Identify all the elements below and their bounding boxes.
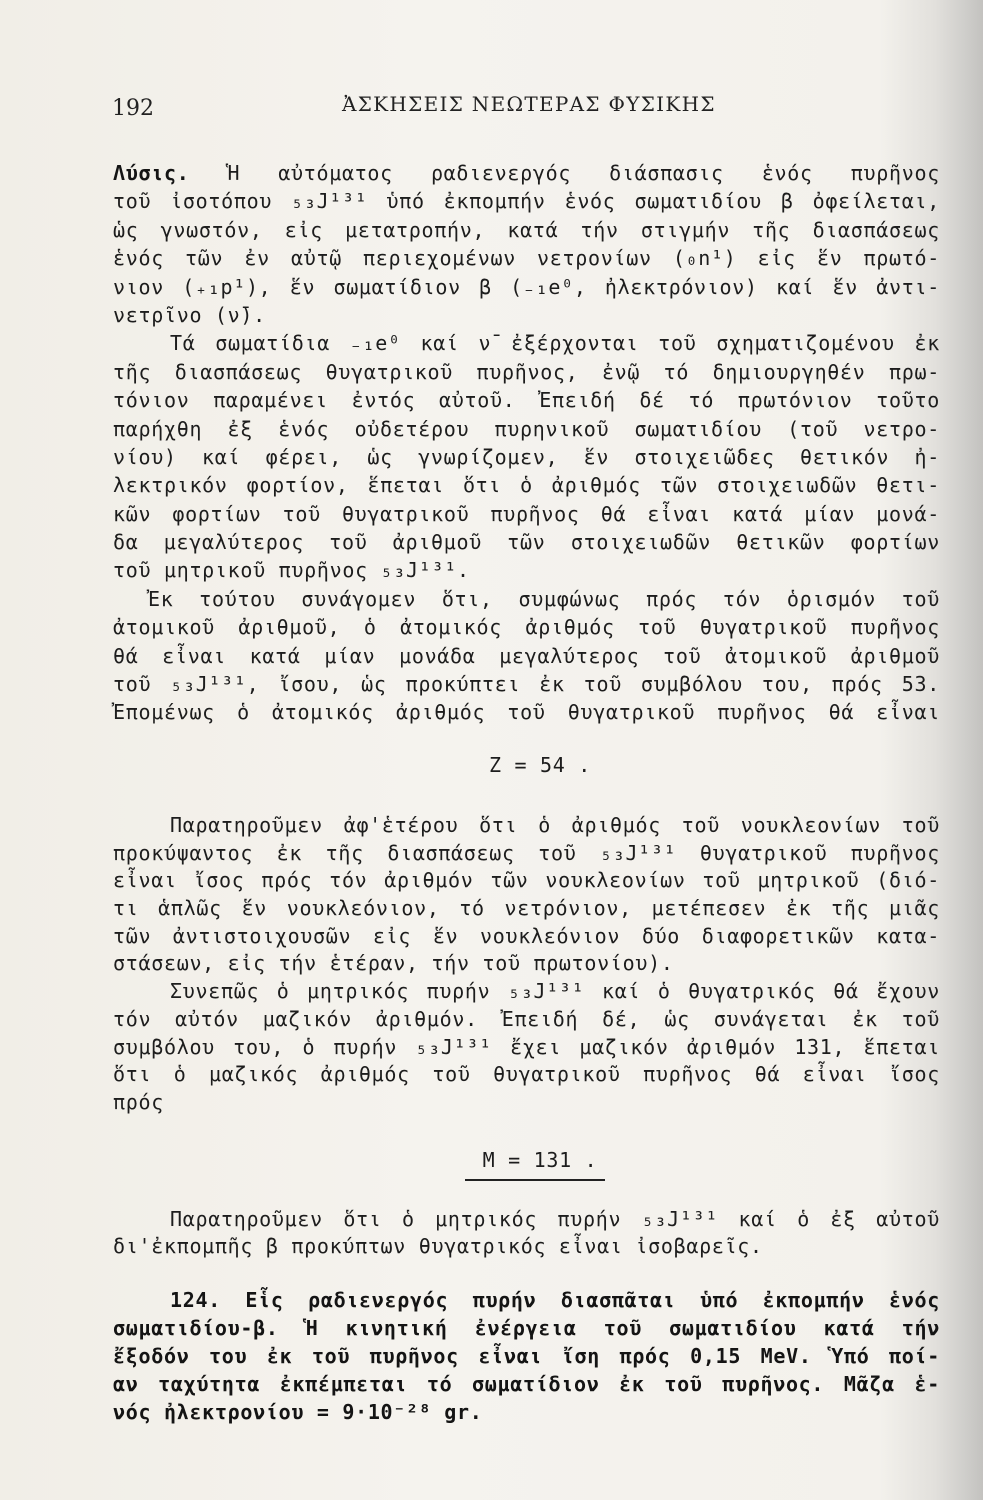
- text-line: νιον (₊₁p¹), ἕν σωματίδιον β (₋₁e⁰, ἠλεκτρόνιον) καί ἕν ἀντι-: [113, 274, 940, 299]
- problem-124: [113, 1286, 940, 1426]
- text-line: προκύψαντος ἐκ τῆς διασπάσεως τοῦ ₅₃J¹³¹ θυγατρικοῦ πυρῆνος: [113, 840, 940, 865]
- text-line: τόν αὐτόν μαζικόν ἀριθμόν. Ἐπειδή δέ, ὡς συνάγεται ἐκ τοῦ: [113, 1006, 940, 1031]
- text-line: Ἐπομένως ὁ ἀτομικός ἀριθμός τοῦ θυγατρικοῦ πυρῆνος θά εἶναι: [113, 700, 940, 725]
- text-line: Ἐκ τούτου συνάγομεν ὅτι, συμφώνως πρός τόν ὁρισμόν τοῦ: [148, 586, 940, 611]
- text-line: πρός: [113, 1089, 164, 1114]
- text-line: τῶν ἀντιστοιχουσῶν εἰς ἕν νουκλεόνιον δύο διαφορετικῶν κατα-: [113, 923, 940, 948]
- solution-section: [113, 1206, 940, 1260]
- text-line: [113, 159, 940, 187]
- text-span: Εἷς ραδιενεργός πυρήν διασπᾶται ὑπό ἐκπομπήν ἑνός: [245, 1288, 940, 1312]
- text-line: παρήχθη ἐξ ἑνός οὐδετέρου πυρηνικοῦ σωματιδίου (τοῦ νετρο-: [113, 416, 940, 441]
- text-line: τόνιον παραμένει ἐντός αὐτοῦ. Ἐπειδή δέ τό πρωτόνιον τοῦτο: [113, 388, 940, 413]
- text-line: αν ταχύτητα ἐκπέμπεται τό σωματίδιον ἐκ τοῦ πυρῆνος. Μᾶζα ἑ-: [113, 1372, 940, 1396]
- text-line: λεκτρικόν φορτίον, ἕπεται ὅτι ὁ ἀριθμός τῶν στοιχειωδῶν θετι-: [113, 473, 940, 498]
- text-line: Συνεπῶς ὁ μητρικός πυρήν ₅₃J¹³¹ καί ὁ θυγατρικός θά ἔχουν: [170, 979, 940, 1004]
- solution-label: Λύσις.: [113, 161, 190, 185]
- text-line: Παρατηροῦμεν ὅτι ὁ μητρικός πυρήν ₅₃J¹³¹ καί ὁ ἐξ αὐτοῦ: [170, 1207, 940, 1231]
- text-line: νίου) καί φέρει, ὡς γνωρίζομεν, ἕν στοιχειῶδες θετικόν ἠ-: [113, 444, 940, 469]
- text-line: ἔξοδόν του ἐκ τοῦ πυρῆνος εἶναι ἴση πρός 0,15 MeV. Ὑπό ποί-: [113, 1344, 940, 1368]
- text-line: συμβόλου του, ὁ πυρήν ₅₃J¹³¹ ἔχει μαζικόν ἀριθμόν 131, ἕπεται: [113, 1034, 940, 1059]
- text-line: τοῦ ἰσοτόπου ₅₃J¹³¹ ὑπό ἐκπομπήν ἑνός σωματιδίου β ὀφείλεται,: [113, 189, 940, 214]
- text-line: ὅτι ὁ μαζικός ἀριθμός τοῦ θυγατρικοῦ πυρῆνος θά εἶναι ἴσος: [113, 1062, 940, 1087]
- text-line: ἑνός τῶν ἐν αὐτῷ περιεχομένων νετρονίων (₀n¹) εἰς ἕν πρωτό-: [113, 246, 940, 271]
- text-line: νός ἠλεκτρονίου = 9·10⁻²⁸ gr.: [113, 1400, 483, 1424]
- text-line: τοῦ ₅₃J¹³¹, ἴσου, ὡς προκύπτει ἐκ τοῦ συμβόλου του, πρός 53.: [113, 672, 940, 697]
- text-line: θά εἶναι κατά μίαν μονάδα μεγαλύτερος τοῦ ἀτομικοῦ ἀριθμοῦ: [113, 643, 940, 668]
- text-line: δι'ἐκπομπῆς β προκύπτων θυγατρικός εἶναι ἰσοβαρεῖς.: [113, 1234, 763, 1258]
- text-line: στάσεων, εἰς τήν ἑτέραν, τήν τοῦ πρωτονίου).: [113, 951, 674, 976]
- text-line: τοῦ μητρικοῦ πυρῆνος ₅₃J¹³¹.: [113, 558, 470, 583]
- text-line: ἀτομικοῦ ἀριθμοῦ, ὁ ἀτομικός ἀριθμός τοῦ θυγατρικοῦ πυρῆνος: [113, 615, 940, 640]
- text-line: Τά σωματίδια ₋₁e⁰ καί ν̄ ἐξέρχονται τοῦ σχηματιζομένου ἐκ: [170, 331, 940, 356]
- text-line: ὡς γνωστόν, εἰς μετατροπήν, κατά τήν στιγμήν τῆς διασπάσεως: [113, 217, 940, 242]
- text-line: κῶν φορτίων τοῦ θυγατρικοῦ πυρῆνος θά εἶναι κατά μίαν μονά-: [113, 501, 940, 526]
- text-line: τι ἁπλῶς ἕν νουκλεόνιον, τό νετρόνιον, μετέπεσεν ἐκ τῆς μιᾶς: [113, 896, 940, 921]
- solution-section: [113, 159, 940, 727]
- page-number: 192: [112, 96, 154, 121]
- text-span: Ἡ αὐτόματος ραδιενεργός διάσπασις ἑνός πυρῆνος: [227, 161, 940, 185]
- text-line: σωματιδίου-β. Ἡ κινητική ἐνέργεια τοῦ σωματιδίου κατά τήν: [113, 1316, 940, 1340]
- running-title: ἈΣΚΗΣΕΙΣ ΝΕΩΤΕΡΑΣ ΦΥΣΙΚΗΣ: [342, 92, 716, 116]
- text-line: Παρατηροῦμεν ἀφ'ἑτέρου ὅτι ὁ ἀριθμός τοῦ νουκλεονίων τοῦ: [170, 813, 940, 837]
- solution-section: [113, 812, 940, 1117]
- text-line: τῆς διασπάσεως θυγατρικοῦ πυρῆνος, ἐνῷ τό δημιουργηθέν πρω-: [113, 359, 940, 384]
- equation-z: Z = 54 .: [489, 753, 591, 777]
- equation-underline: [465, 1179, 605, 1181]
- text-line: εἶναι ἴσος πρός τόν ἀριθμόν τῶν νουκλεονίων τοῦ μητρικοῦ (διό-: [113, 868, 940, 893]
- text-line: [113, 1286, 940, 1314]
- text-line: νετρῖνο (ν̄).: [113, 302, 266, 327]
- equation-m: M = 131 .: [482, 1148, 598, 1172]
- text-line: δα μεγαλύτερος τοῦ ἀριθμοῦ τῶν στοιχειωδῶν θετικῶν φορτίων: [113, 530, 940, 555]
- problem-number: 124.: [170, 1288, 221, 1312]
